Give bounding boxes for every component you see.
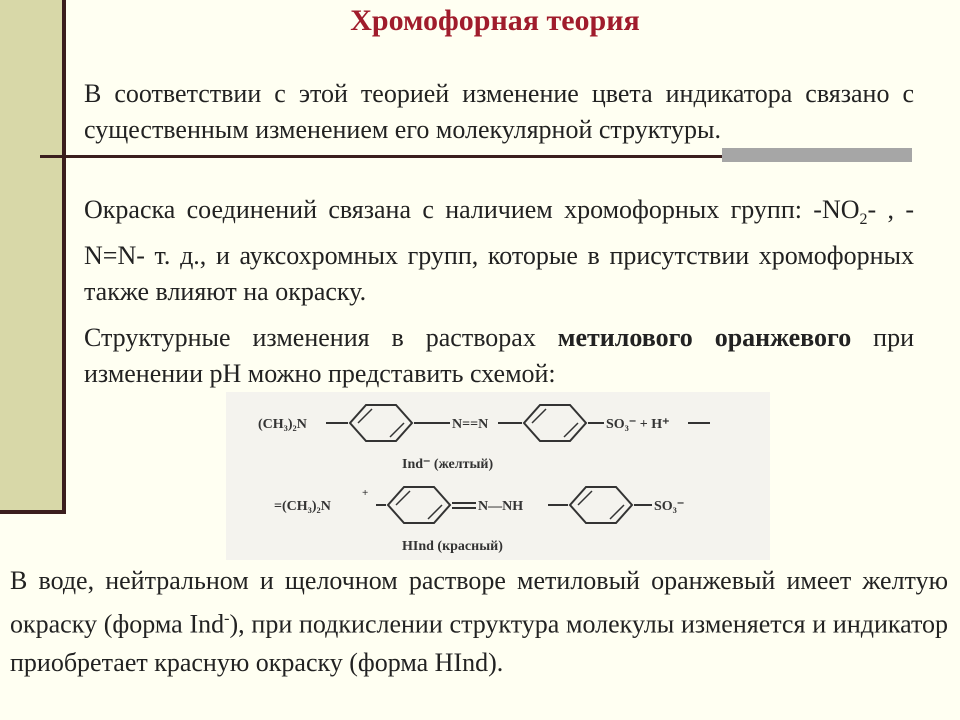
side-decor-bottom-line <box>0 510 66 514</box>
paragraph-conclusion: В воде, нейтральном и щелочном растворе метиловый оранжевый имеет желтую окраску (форма Ind-), при подкислении структура молекулы изменяется и индикатор приобретает красную окраску (форма HInd). <box>10 566 948 677</box>
scheme-row2-plus: + <box>362 487 369 499</box>
benzene-ring-icon <box>570 487 632 523</box>
reaction-scheme-image <box>226 392 770 560</box>
benzene-ring-icon <box>350 405 412 441</box>
scheme-row1-left: (CH₃)₂N <box>258 417 307 432</box>
scheme-row2-mid: N—NH <box>478 499 524 514</box>
scheme-row1-caption: Ind⁻ (желтый) <box>402 457 494 472</box>
scheme-row1-right: SO₃⁻ + H⁺ <box>606 417 670 432</box>
divider-accent <box>722 148 912 162</box>
scheme-row2-right: SO₃⁻ <box>654 499 685 514</box>
reaction-scheme-svg <box>226 392 770 560</box>
paragraph-methyl-orange: Структурные изменения в растворах метилового оранжевого при изменении рН можно представить схемой: <box>84 323 914 388</box>
scheme-row1-mid: N==N <box>452 417 489 432</box>
benzene-ring-icon <box>524 405 586 441</box>
side-decor-edge <box>62 0 66 512</box>
scheme-row2-left: =(CH₃)₂N <box>274 499 331 514</box>
paragraph-chromophores: Окраска соединений связана с наличием хромофорных групп: $-NO_2-$ , -N=N- т. д., и ауксохромных групп, которые в присутствии хромофорных также влияют на окраску. <box>84 195 914 307</box>
side-decor-bar <box>0 0 62 512</box>
paragraph-theory: В соответствии с этой теорией изменение цвета индикатора связано с существенным изменением его молекулярной структуры. <box>84 79 914 144</box>
scheme-row2-caption: HInd (красный) <box>402 539 503 554</box>
quinoid-ring-icon <box>388 487 450 523</box>
slide-title: Хромофорная теория <box>350 4 640 37</box>
